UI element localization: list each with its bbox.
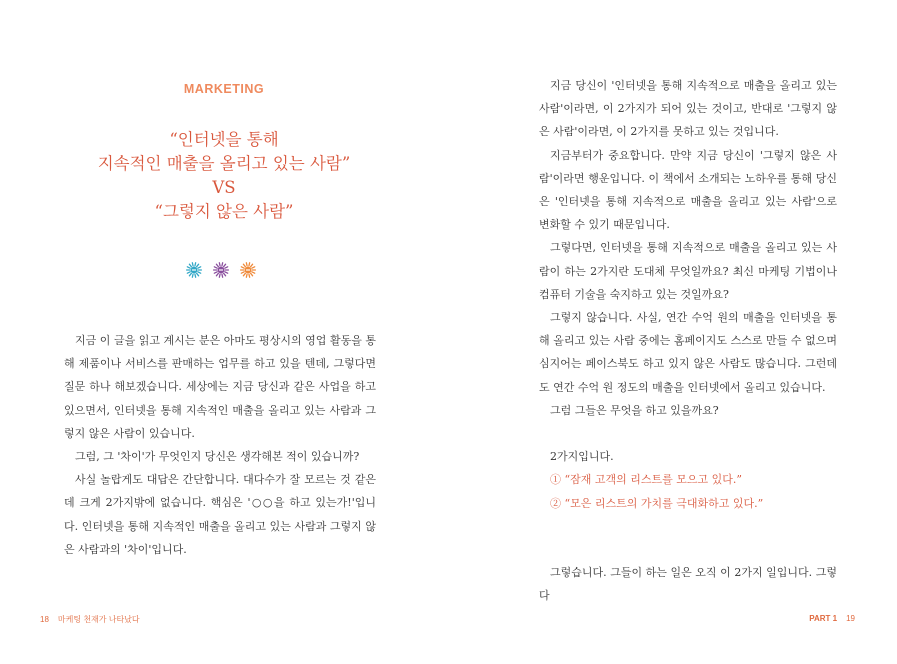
paragraph: 그럼, 그 '차이'가 무엇인지 당신은 생각해본 적이 있습니까? xyxy=(75,450,360,464)
headline xyxy=(0,128,448,224)
section-label: MARKETING xyxy=(183,82,265,96)
folio xyxy=(40,614,140,625)
part-label: PART 1 xyxy=(809,614,838,623)
ornament-icons xyxy=(186,262,256,278)
paragraph: 그럼 그들은 무엇을 하고 있을까요? xyxy=(550,403,719,417)
body-text xyxy=(64,329,376,561)
spacer xyxy=(539,422,837,445)
headline-line: “인터넷을 통해 xyxy=(169,130,279,149)
spacer xyxy=(539,515,837,538)
headline-line: VS xyxy=(212,178,236,197)
sunburst-icon xyxy=(214,263,229,277)
answer-item: ② “모은 리스트의 가치를 극대화하고 있다.” xyxy=(550,496,764,510)
folio xyxy=(809,614,855,623)
paragraph: 그렇지 않습니다. 사실, 연간 수억 원의 매출을 인터넷을 통해 올리고 있는 사람 중에는 홈페이지도 스스로 만들 수 없으며 심지어는 페이스북도 하고 있지 않은 사람도 많습니다. 그런데도 연간 수억 원 정도의 매출을 인터넷에서 올리고 있습니다. xyxy=(539,311,837,394)
page-number: 18 xyxy=(40,615,49,624)
answer-item: ① “잠재 고객의 리스트를 모으고 있다.” xyxy=(550,473,742,487)
headline-line: “그렇지 않은 사람” xyxy=(154,202,294,221)
sunburst-icon xyxy=(187,263,202,277)
sunburst-icon xyxy=(241,263,256,277)
body-text xyxy=(539,74,837,608)
paragraph: 지금부터가 중요합니다. 만약 지금 당신이 '그렇지 않은 사람'이라면 행운입니다. 이 책에서 소개되는 노하우를 통해 당신은 '인터넷을 통해 지속적으로 매출을 올리고 있는 사람'으로 변화할 수 있기 때문입니다. xyxy=(539,148,837,232)
right-page xyxy=(449,0,897,664)
paragraph: 지금 당신이 '인터넷을 통해 지속적으로 매출을 올리고 있는 사람'이라면, 이 2가지가 되어 있는 것이고, 반대로 '그렇지 않은 사람'이라면, 이 2가지를 못하고 있는 것입니다. xyxy=(539,79,837,139)
answer-intro: 2가지입니다. xyxy=(550,450,614,464)
running-title: 마케팅 천재가 나타났다 xyxy=(57,615,140,624)
paragraph: 사실 놀랍게도 대답은 간단합니다. 대다수가 잘 모르는 것 같은데 크게 2가지밖에 없습니다. 핵심은 '○○을 하고 있는가!'입니다. 인터넷을 통해 지속적인 매출을 올리고 있는 사람과 그렇지 않은 사람과의 '차이'입니다. xyxy=(64,473,376,556)
paragraph: 그렇다면, 인터넷을 통해 지속적으로 매출을 올리고 있는 사람이 하는 2가지란 도대체 무엇일까요? 최신 마케팅 기법이나 컴퓨터 기술을 숙지하고 있는 것일까요? xyxy=(539,241,837,301)
headline-line: 지속적인 매출을 올리고 있는 사람” xyxy=(97,154,351,173)
paragraph: 그렇습니다. 그들이 하는 일은 오직 이 2가지 일입니다. 그렇다 xyxy=(539,566,837,603)
paragraph: 지금 이 글을 읽고 계시는 분은 아마도 평상시의 영업 활동을 통해 제품이나 서비스를 판매하는 업무를 하고 있을 텐데, 그렇다면 질문 하나 해보겠습니다. 세상에는 지금 당신과 같은 사업을 하고 있으면서, 인터넷을 통해 지속적인 매출을 올리고 있는 사람과 그렇지 않은 사람이 있습니다. xyxy=(64,334,376,440)
page-number: 19 xyxy=(846,614,855,623)
spacer xyxy=(539,538,837,561)
left-page xyxy=(0,0,448,664)
